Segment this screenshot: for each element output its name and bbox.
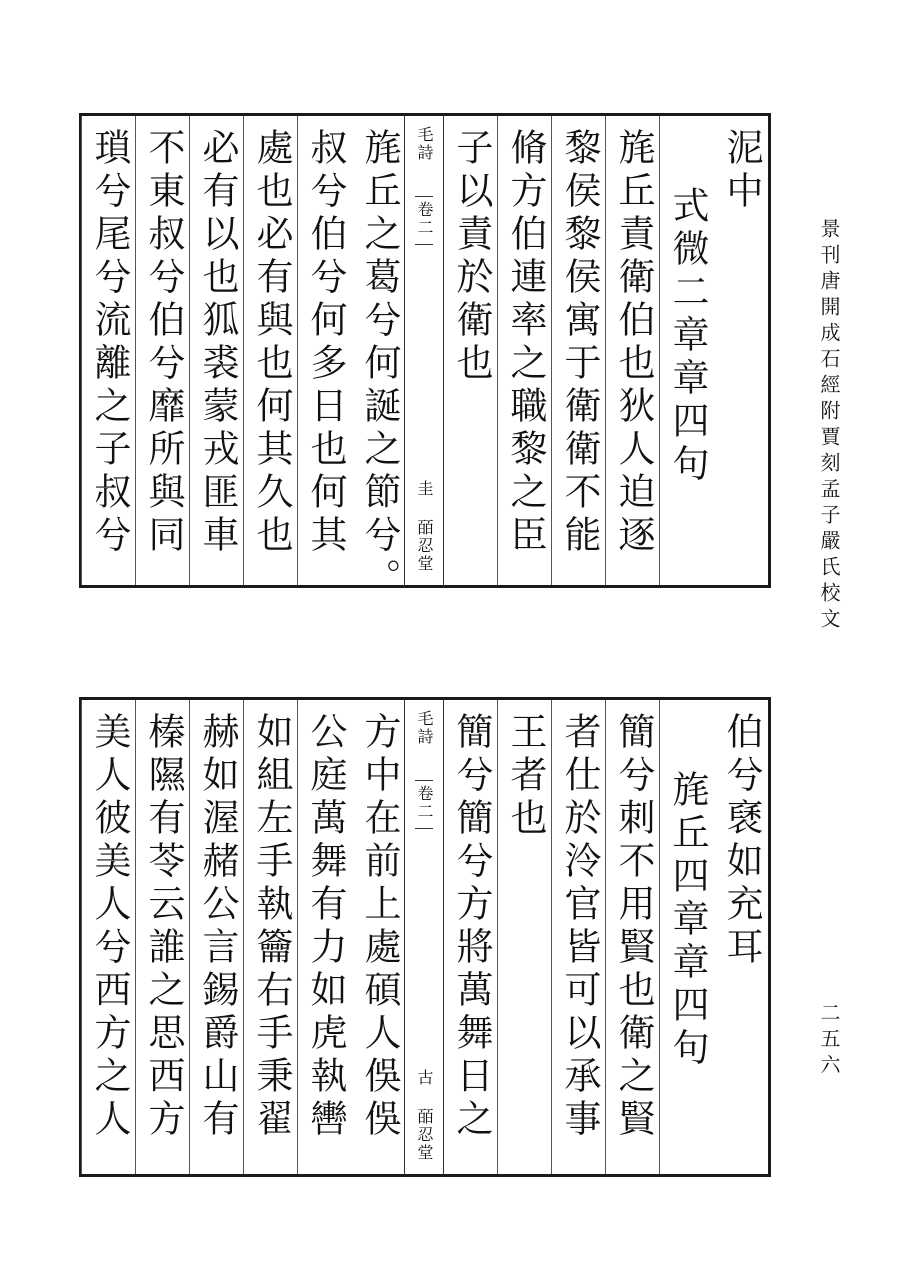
- book-name: 毛詩: [415, 126, 434, 162]
- strip-divider: [415, 828, 433, 829]
- text-column: [659, 116, 714, 585]
- text-column: [135, 700, 190, 1174]
- text-column: [189, 700, 244, 1174]
- text-column: [551, 700, 606, 1174]
- text-column: [352, 700, 406, 1174]
- column-text: 不東叔兮伯兮靡所與同: [142, 128, 185, 558]
- column-text: 公庭萬舞有力如虎執轡: [304, 712, 347, 1142]
- column-text: 必有以也狐裘蒙戎匪車: [196, 128, 239, 558]
- column-text: 黎侯黎侯寓于衛衛不能: [558, 128, 601, 558]
- text-column: [605, 700, 660, 1174]
- column-text: 者仕於泠官皆可以承事: [558, 712, 601, 1142]
- column-text: 榛隰有苓云誰之思西方: [142, 712, 185, 1142]
- volume-label: 卷二: [415, 785, 434, 821]
- column-text: 旄丘之葛兮何誕之節兮。: [358, 128, 401, 601]
- text-column: [135, 116, 190, 585]
- column-text: 泥中: [720, 128, 763, 214]
- text-column: [243, 116, 298, 585]
- column-text: 如組左手執籥右手秉翟: [250, 712, 293, 1142]
- column-text: 子以責於衛也: [450, 128, 493, 386]
- top-text-block: [79, 113, 771, 601]
- text-column: [714, 700, 768, 1174]
- text-column: [297, 116, 352, 585]
- text-column: [605, 116, 660, 585]
- text-column: [659, 700, 714, 1174]
- text-column: [497, 116, 552, 585]
- fold-center-strip: [404, 116, 444, 585]
- volume-label: 卷二: [415, 201, 434, 237]
- folio-label: 圭 皕忍堂: [415, 480, 434, 573]
- column-text: 旄丘責衛伯也狄人迫逐: [612, 128, 655, 558]
- book-name: 毛詩: [415, 710, 434, 746]
- column-text: 處也必有與也何其久也: [250, 128, 293, 558]
- column-text: 脩方伯連率之職黎之臣: [504, 128, 547, 558]
- text-column: [81, 700, 136, 1174]
- bottom-text-block: [79, 697, 771, 1177]
- column-text: 伯兮褎如充耳: [720, 712, 763, 970]
- strip-divider: [415, 780, 433, 781]
- text-column: [81, 116, 136, 585]
- text-column: [443, 700, 498, 1174]
- column-text: 方中在前上處碩人俁俁: [358, 712, 401, 1142]
- column-text: 美人彼美人兮西方之人: [88, 712, 131, 1142]
- fold-center-strip: [404, 700, 444, 1174]
- book-title: 景刊唐開成石經附賈刻孟子嚴氏校文: [817, 218, 841, 634]
- column-text: 瑣兮尾兮流離之子叔兮: [88, 128, 131, 558]
- text-column: [443, 116, 498, 585]
- text-column: [497, 700, 552, 1174]
- column-text: 王者也: [504, 712, 547, 841]
- text-column: [243, 700, 298, 1174]
- strip-divider: [415, 244, 433, 245]
- text-column: [551, 116, 606, 585]
- text-column: [352, 116, 406, 601]
- text-column: [189, 116, 244, 585]
- section-heading: 式微二章章四句: [666, 186, 709, 487]
- folio-label: 古 皕忍堂: [415, 1069, 434, 1162]
- page-number: 二五六: [817, 1002, 841, 1080]
- column-text: 簡兮刺不用賢也衛之賢: [612, 712, 655, 1142]
- column-text: 赫如渥赭公言錫爵山有: [196, 712, 239, 1142]
- text-column: [714, 116, 768, 585]
- section-heading: 旄丘四章章四句: [666, 770, 709, 1071]
- text-column: [297, 700, 352, 1174]
- column-text: 叔兮伯兮何多日也何其: [304, 128, 347, 558]
- column-text: 簡兮簡兮方將萬舞日之: [450, 712, 493, 1142]
- strip-divider: [415, 196, 433, 197]
